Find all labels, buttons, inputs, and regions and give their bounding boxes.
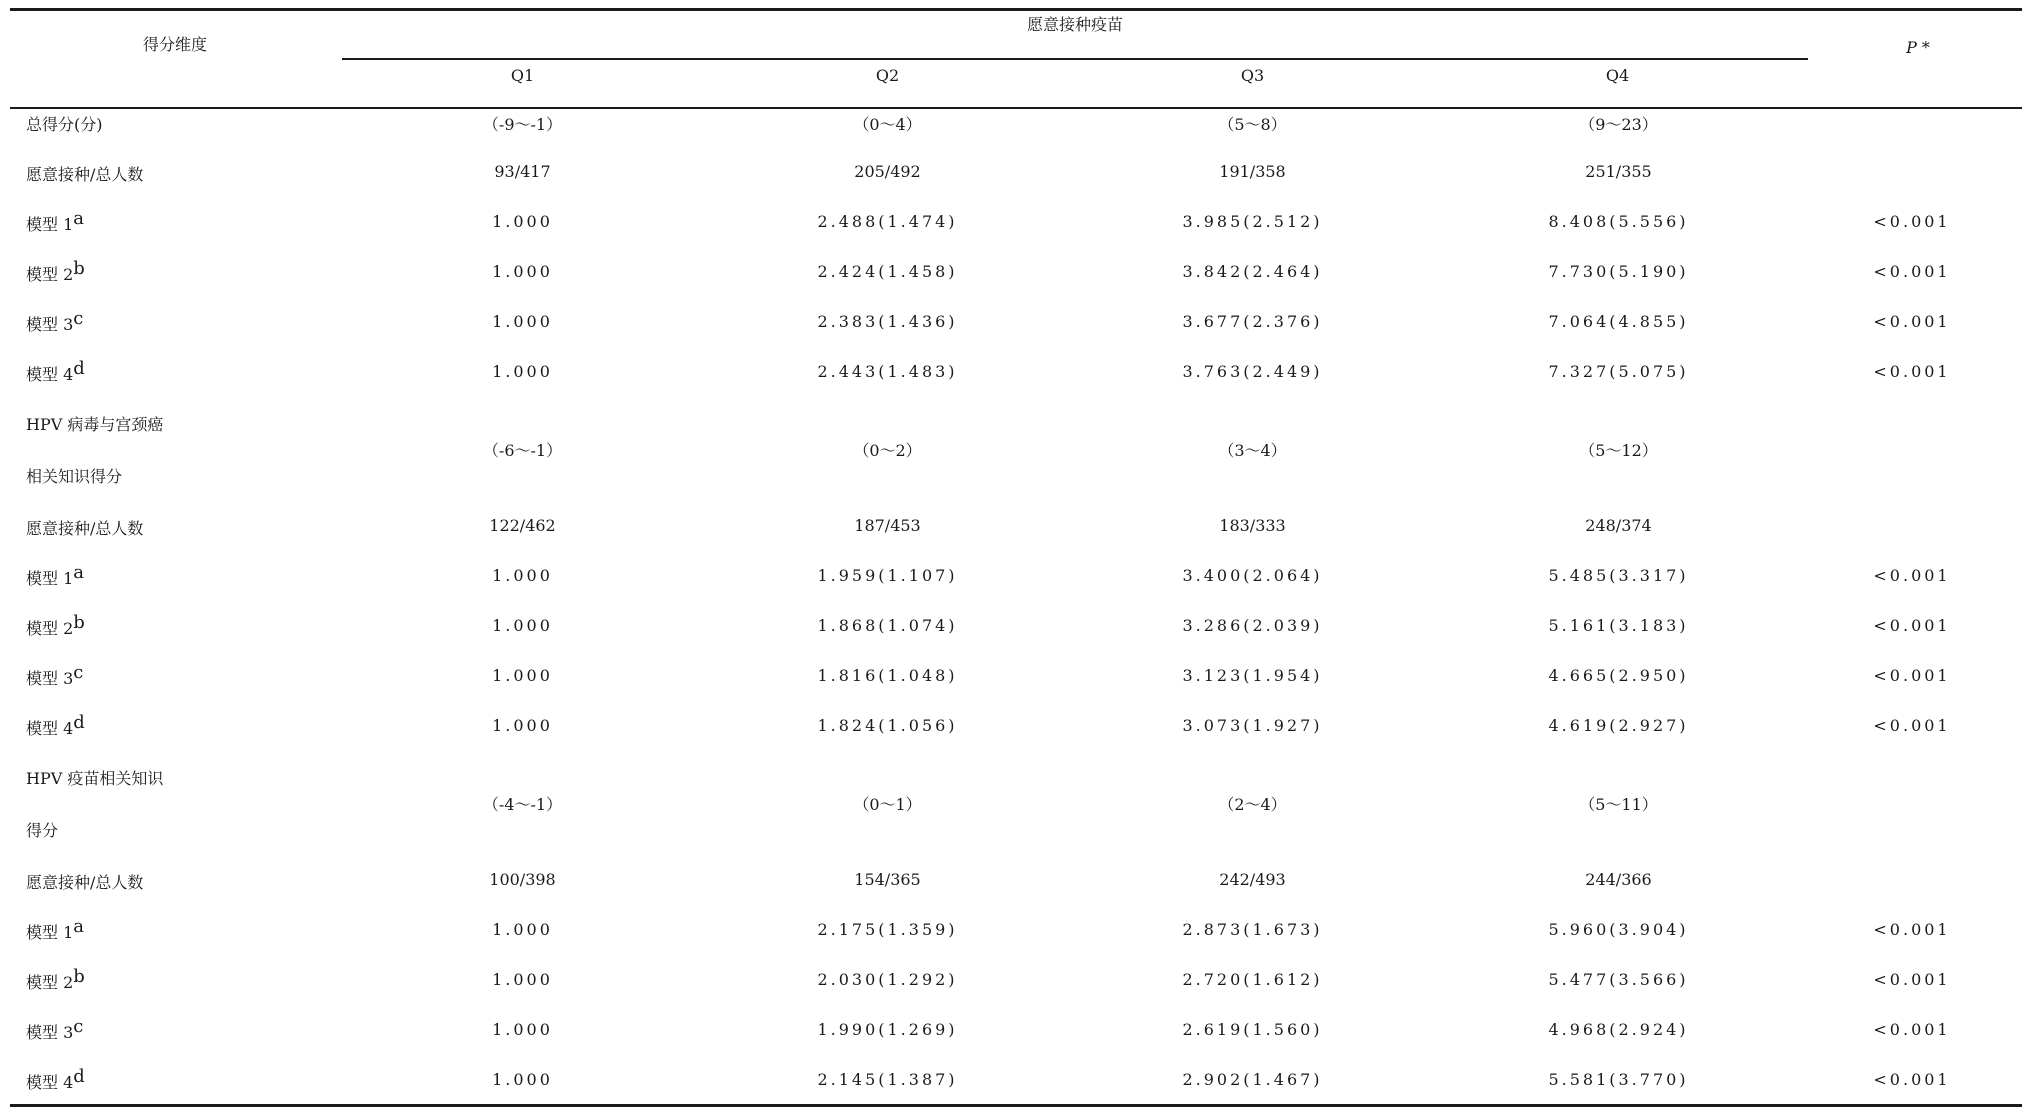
model-value-cell: 1.000 <box>492 262 553 281</box>
range-label: HPV 病毒与宫颈癌 <box>26 415 164 434</box>
model-label <box>26 1066 85 1093</box>
range-row <box>10 112 2022 162</box>
range-cell: （0～1） <box>853 795 922 814</box>
header-bottom-rule <box>10 107 2022 109</box>
model-value-cell: 1.000 <box>492 566 553 585</box>
range-cell: （5～8） <box>1218 115 1287 134</box>
p-value-cell: <0.001 <box>1873 362 1951 381</box>
header-group-title: 愿意接种疫苗 <box>1026 15 1123 34</box>
model-value-cell: 8.408(5.556) <box>1548 212 1689 231</box>
model-value-cell: 4.619(2.927) <box>1548 716 1689 735</box>
ratio-row <box>10 516 2022 566</box>
header-p-value: P * <box>1906 38 1930 57</box>
ratio-cell: 93/417 <box>494 162 551 181</box>
range-cell: （5～12） <box>1579 441 1658 460</box>
model-label <box>26 308 84 335</box>
model-row <box>10 1016 2022 1070</box>
model-value-cell: 2.619(1.560) <box>1182 1020 1323 1039</box>
model-value-cell: 1.000 <box>492 1020 553 1039</box>
model-label-superscript: b <box>73 612 85 633</box>
p-value-cell: <0.001 <box>1873 716 1951 735</box>
range-cell: （0～2） <box>853 441 922 460</box>
range-cell: （-9～-1） <box>482 115 563 134</box>
p-value-cell: <0.001 <box>1873 1020 1951 1039</box>
model-row <box>10 712 2022 766</box>
model-value-cell: 1.000 <box>492 212 553 231</box>
model-label-text: 模型 4 <box>26 1073 74 1092</box>
model-label <box>26 662 84 689</box>
model-label-text: 模型 1 <box>26 923 74 942</box>
ratio-cell: 100/398 <box>489 870 556 889</box>
model-row <box>10 662 2022 716</box>
header-q2: Q2 <box>875 66 900 85</box>
ratio-row <box>10 162 2022 212</box>
model-row <box>10 358 2022 412</box>
model-value-cell: 3.677(2.376) <box>1182 312 1323 331</box>
model-value-cell: 2.175(1.359) <box>817 920 958 939</box>
model-value-cell: 1.824(1.056) <box>817 716 958 735</box>
table-bottom-rule <box>10 1104 2022 1107</box>
p-value-cell: <0.001 <box>1873 212 1951 231</box>
model-value-cell: 1.000 <box>492 716 553 735</box>
header-q4: Q4 <box>1605 66 1630 85</box>
model-value-cell: 7.730(5.190) <box>1548 262 1689 281</box>
ratio-cell: 251/355 <box>1585 162 1652 181</box>
range-cell: （2～4） <box>1218 795 1287 814</box>
header-dimension: 得分维度 <box>142 35 207 54</box>
model-label-text: 模型 2 <box>26 973 74 992</box>
model-label-superscript: a <box>73 916 85 937</box>
model-row <box>10 966 2022 1020</box>
model-label-superscript: b <box>73 966 85 987</box>
model-value-cell: 3.073(1.927) <box>1182 716 1323 735</box>
header-q3: Q3 <box>1240 66 1265 85</box>
model-label-text: 模型 3 <box>26 315 74 334</box>
model-label <box>26 612 85 639</box>
model-value-cell: 2.720(1.612) <box>1182 970 1323 989</box>
model-value-cell: 1.000 <box>492 666 553 685</box>
ratio-cell: 191/358 <box>1219 162 1286 181</box>
model-value-cell: 5.477(3.566) <box>1548 970 1689 989</box>
model-label <box>26 208 85 235</box>
model-value-cell: 3.842(2.464) <box>1182 262 1323 281</box>
model-label <box>26 562 85 589</box>
model-row <box>10 258 2022 312</box>
ratio-cell: 242/493 <box>1219 870 1286 889</box>
range-cell: （5～11） <box>1579 795 1658 814</box>
model-value-cell: 1.000 <box>492 362 553 381</box>
model-label-superscript: d <box>73 358 85 379</box>
p-value-cell: <0.001 <box>1873 616 1951 635</box>
p-value-cell: <0.001 <box>1873 970 1951 989</box>
model-row <box>10 916 2022 970</box>
model-row <box>10 562 2022 616</box>
model-label <box>26 966 85 993</box>
model-label-text: 模型 3 <box>26 1023 74 1042</box>
model-value-cell: 2.873(1.673) <box>1182 920 1323 939</box>
range-label: 得分 <box>26 821 59 840</box>
model-label <box>26 358 85 385</box>
model-label-text: 模型 3 <box>26 669 74 688</box>
model-row <box>10 612 2022 666</box>
model-value-cell: 5.485(3.317) <box>1548 566 1689 585</box>
model-label-text: 模型 1 <box>26 215 74 234</box>
model-label-text: 模型 2 <box>26 619 74 638</box>
model-value-cell: 1.000 <box>492 1070 553 1089</box>
model-label-superscript: a <box>73 208 85 229</box>
model-label-text: 模型 2 <box>26 265 74 284</box>
model-label <box>26 1016 84 1043</box>
p-value-cell: <0.001 <box>1873 262 1951 281</box>
model-value-cell: 2.145(1.387) <box>817 1070 958 1089</box>
model-value-cell: 5.581(3.770) <box>1548 1070 1689 1089</box>
p-value-cell: <0.001 <box>1873 1070 1951 1089</box>
ratio-label: 愿意接种/总人数 <box>26 873 144 892</box>
range-row <box>10 412 2022 512</box>
model-value-cell: 5.960(3.904) <box>1548 920 1689 939</box>
model-value-cell: 7.327(5.075) <box>1548 362 1689 381</box>
p-value-cell: <0.001 <box>1873 666 1951 685</box>
model-value-cell: 3.985(2.512) <box>1182 212 1323 231</box>
model-value-cell: 4.968(2.924) <box>1548 1020 1689 1039</box>
range-label: 总得分(分) <box>26 115 103 134</box>
ratio-cell: 154/365 <box>854 870 921 889</box>
model-label <box>26 258 85 285</box>
p-value-cell: <0.001 <box>1873 312 1951 331</box>
range-row <box>10 766 2022 866</box>
model-value-cell: 3.763(2.449) <box>1182 362 1323 381</box>
model-label-superscript: d <box>73 1066 85 1087</box>
model-value-cell: 1.000 <box>492 616 553 635</box>
model-value-cell: 5.161(3.183) <box>1548 616 1689 635</box>
ratio-cell: 244/366 <box>1585 870 1652 889</box>
range-label: 相关知识得分 <box>26 467 123 486</box>
model-label-superscript: c <box>73 1016 84 1037</box>
range-cell: （0～4） <box>853 115 922 134</box>
model-label-text: 模型 1 <box>26 569 74 588</box>
model-value-cell: 1.959(1.107) <box>817 566 958 585</box>
ratio-cell: 248/374 <box>1585 516 1652 535</box>
table-top-rule <box>10 8 2022 11</box>
p-value-cell: <0.001 <box>1873 920 1951 939</box>
ratio-cell: 122/462 <box>489 516 556 535</box>
model-row <box>10 1066 2022 1120</box>
ratio-label: 愿意接种/总人数 <box>26 165 144 184</box>
range-cell: （-6～-1） <box>482 441 563 460</box>
model-value-cell: 3.286(2.039) <box>1182 616 1323 635</box>
model-value-cell: 1.000 <box>492 312 553 331</box>
model-value-cell: 2.030(1.292) <box>817 970 958 989</box>
model-row <box>10 308 2022 362</box>
model-value-cell: 2.424(1.458) <box>817 262 958 281</box>
model-value-cell: 1.990(1.269) <box>817 1020 958 1039</box>
model-value-cell: 1.868(1.074) <box>817 616 958 635</box>
range-cell: （9～23） <box>1579 115 1658 134</box>
model-label-superscript: a <box>73 562 85 583</box>
range-cell: （-4～-1） <box>482 795 563 814</box>
model-value-cell: 2.902(1.467) <box>1182 1070 1323 1089</box>
model-label <box>26 916 85 943</box>
model-value-cell: 2.488(1.474) <box>817 212 958 231</box>
p-value-cell: <0.001 <box>1873 566 1951 585</box>
range-label: HPV 疫苗相关知识 <box>26 769 164 788</box>
header-q1: Q1 <box>510 66 535 85</box>
ratio-cell: 205/492 <box>854 162 921 181</box>
model-value-cell: 3.400(2.064) <box>1182 566 1323 585</box>
model-label-text: 模型 4 <box>26 365 74 384</box>
model-value-cell: 4.665(2.950) <box>1548 666 1689 685</box>
model-value-cell: 2.443(1.483) <box>817 362 958 381</box>
model-row <box>10 208 2022 262</box>
ratio-cell: 187/453 <box>854 516 921 535</box>
model-label-superscript: d <box>73 712 85 733</box>
ratio-label: 愿意接种/总人数 <box>26 519 144 538</box>
model-label-text: 模型 4 <box>26 719 74 738</box>
model-label-superscript: c <box>73 308 84 329</box>
model-value-cell: 1.000 <box>492 920 553 939</box>
model-value-cell: 1.000 <box>492 970 553 989</box>
model-label-superscript: b <box>73 258 85 279</box>
model-value-cell: 7.064(4.855) <box>1548 312 1689 331</box>
model-value-cell: 3.123(1.954) <box>1182 666 1323 685</box>
header-group-rule <box>342 58 1808 60</box>
model-label <box>26 712 85 739</box>
model-value-cell: 1.816(1.048) <box>817 666 958 685</box>
model-value-cell: 2.383(1.436) <box>817 312 958 331</box>
ratio-row <box>10 870 2022 920</box>
model-label-superscript: c <box>73 662 84 683</box>
range-cell: （3～4） <box>1218 441 1287 460</box>
ratio-cell: 183/333 <box>1219 516 1286 535</box>
